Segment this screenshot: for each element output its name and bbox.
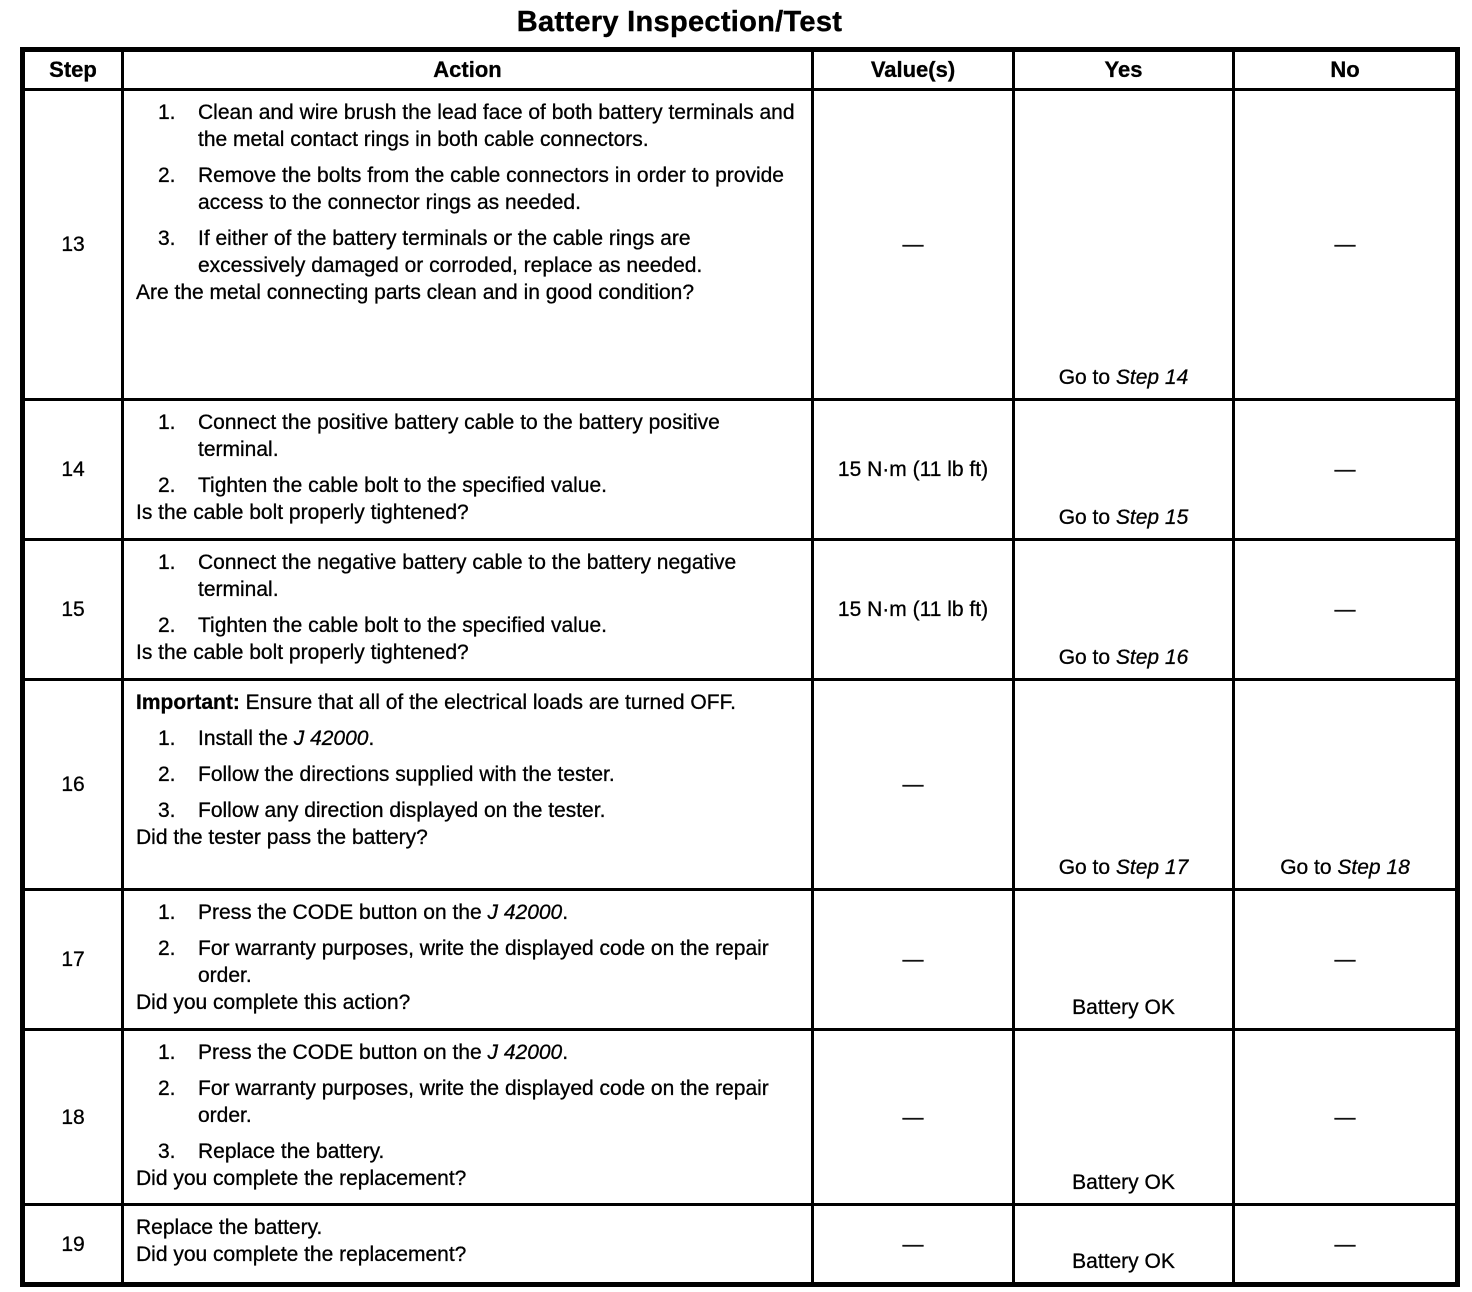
item-text: Install the J 42000. [198,727,375,750]
item-number: 2. [158,763,176,786]
step-cell: 13 [23,90,123,400]
table-row [23,680,1458,890]
no-cell: — [1234,1030,1458,1205]
action-item [136,725,803,752]
item-text: Follow the directions supplied with the tester. [198,763,615,786]
action-item [136,549,803,603]
yes-cell: Go to Step 17 [1014,680,1234,890]
item-number: 2. [158,164,176,187]
action-item [136,1138,803,1165]
page-title: Battery Inspection/Test [516,6,843,38]
yes-cell: Battery OK [1014,1030,1234,1205]
step-cell: 15 [23,540,123,680]
action-item [136,1039,803,1066]
action-cell [123,1030,813,1205]
values-cell: — [813,680,1014,890]
values-cell: 15 N·m (11 lb ft) [813,400,1014,540]
item-text: Remove the bolts from the cable connectors in order to provide access to the connector rings as needed. [198,164,784,214]
item-text: For warranty purposes, write the displayed code on the repair order. [198,937,769,987]
action-item [136,1075,803,1129]
action-intro: Important: Ensure that all of the electrical loads are turned OFF. [136,691,736,714]
item-number: 1. [158,727,176,750]
values-cell: — [813,1030,1014,1205]
item-text: Connect the positive battery cable to the battery positive terminal. [198,411,720,461]
item-number: 1. [158,411,176,434]
item-number: 2. [158,937,176,960]
table-row [23,1205,1458,1285]
item-number: 2. [158,1077,176,1100]
item-number: 3. [158,227,176,250]
table-row [23,540,1458,680]
action-question: Did you complete the replacement? [136,1167,467,1190]
no-cell: — [1234,890,1458,1030]
table-row [23,400,1458,540]
item-text: Clean and wire brush the lead face of both battery terminals and the metal contact rings in both cable connectors. [198,101,795,151]
item-text: Tighten the cable bolt to the specified value. [198,614,607,637]
item-text: Press the CODE button on the J 42000. [198,901,569,924]
values-cell: 15 N·m (11 lb ft) [813,540,1014,680]
action-question: Did you complete this action? [136,991,411,1014]
item-text: Tighten the cable bolt to the specified value. [198,474,607,497]
item-text: If either of the battery terminals or the cable rings are excessively damaged or corroded, replace as needed. [198,227,703,277]
item-text: Press the CODE button on the J 42000. [198,1041,569,1064]
step-cell: 16 [23,680,123,890]
item-text: For warranty purposes, write the displayed code on the repair order. [198,1077,769,1127]
table-body [23,90,1458,1285]
table-row [23,90,1458,400]
action-item [136,899,803,926]
yes-cell: Go to Step 15 [1014,400,1234,540]
action-item [136,409,803,463]
header-no: No [1234,50,1458,90]
item-number: 3. [158,1140,176,1163]
action-question: Are the metal connecting parts clean and in good condition? [136,281,695,304]
no-cell: — [1234,1205,1458,1285]
header-action: Action [123,50,813,90]
table-row [23,1030,1458,1205]
action-question: Did the tester pass the battery? [136,826,428,849]
no-cell: — [1234,90,1458,400]
item-number: 1. [158,1041,176,1064]
header-row [23,50,1458,90]
action-intro: Replace the battery. [136,1216,323,1239]
item-number: 1. [158,551,176,574]
action-item [136,935,803,989]
yes-cell: Battery OK [1014,1205,1234,1285]
action-question: Is the cable bolt properly tightened? [136,641,469,664]
step-cell: 19 [23,1205,123,1285]
values-cell: — [813,890,1014,1030]
item-number: 1. [158,101,176,124]
header-step: Step [23,50,123,90]
action-item [136,162,803,216]
values-cell: — [813,1205,1014,1285]
battery-inspection-table [20,47,1460,1287]
no-cell: Go to Step 18 [1234,680,1458,890]
item-text: Connect the negative battery cable to the battery negative terminal. [198,551,737,601]
action-item [136,225,803,279]
action-item [136,99,803,153]
action-item [136,761,803,788]
action-cell [123,680,813,890]
yes-cell: Battery OK [1014,890,1234,1030]
item-text: Replace the battery. [198,1140,385,1163]
item-number: 3. [158,799,176,822]
action-cell [123,90,813,400]
values-cell: — [813,90,1014,400]
table-header [23,50,1458,90]
header-values: Value(s) [813,50,1014,90]
action-question: Did you complete the replacement? [136,1243,467,1266]
no-cell: — [1234,400,1458,540]
action-cell [123,400,813,540]
header-yes: Yes [1014,50,1234,90]
action-item [136,612,803,639]
action-item [136,797,803,824]
action-item [136,472,803,499]
action-cell [123,540,813,680]
table-row [23,890,1458,1030]
action-question: Is the cable bolt properly tightened? [136,501,469,524]
step-cell: 18 [23,1030,123,1205]
step-cell: 17 [23,890,123,1030]
item-number: 2. [158,474,176,497]
item-number: 1. [158,901,176,924]
action-cell [123,890,813,1030]
action-cell [123,1205,813,1285]
no-cell: — [1234,540,1458,680]
yes-cell: Go to Step 16 [1014,540,1234,680]
item-number: 2. [158,614,176,637]
step-cell: 14 [23,400,123,540]
yes-cell: Go to Step 14 [1014,90,1234,400]
item-text: Follow any direction displayed on the tester. [198,799,606,822]
